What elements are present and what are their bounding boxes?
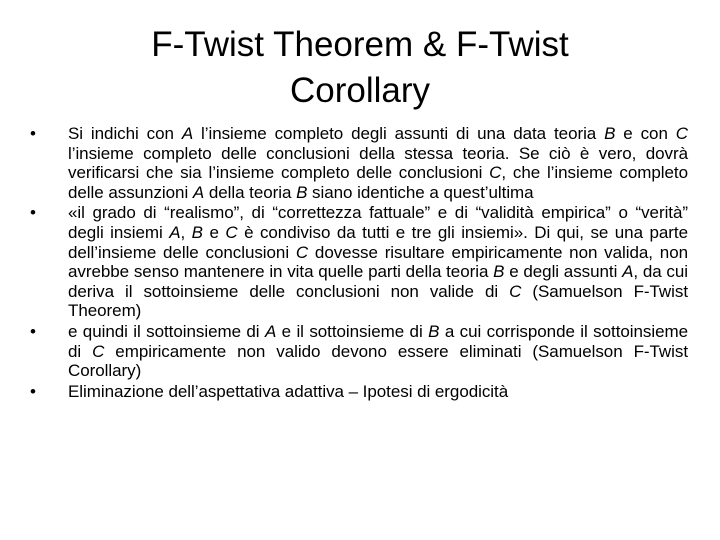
bullet-dot-icon: •: [30, 321, 36, 341]
title-line-2: Corollary: [289, 71, 431, 110]
bullet-text: «il grado di “realismo”, di “correttezza fattuale” e di “validità empirica” o “verità” degli insiemi A, B e C è condiviso da tutti e tre gli insiemi». Di qui, se una parte dell’insieme delle conclusioni C dovesse risultare empiricamente non valida, non avrebbe senso mantenere in vita quelle parti della teoria B e degli assunti A, da cui deriva il sottoinsieme delle conclusioni non valide di C (Samuelson F-Twist Theorem): [68, 203, 689, 321]
slide-title: [60, 22, 660, 114]
bullet-item: [30, 203, 688, 321]
bullet-item: [30, 322, 688, 381]
bullet-text: e quindi il sottoinsieme di A e il sottoinsieme di B a cui corrisponde il sottoinsieme di C empiricamente non valido devono essere eliminati (Samuelson F-Twist Corollary): [68, 321, 688, 381]
bullet-item: [30, 124, 688, 202]
bullet-text: Eliminazione dell’aspettativa adattiva – Ipotesi di ergodicità: [68, 381, 509, 401]
bullet-dot-icon: •: [30, 381, 36, 401]
bullet-text: Si indichi con A l’insieme completo degli assunti di una data teoria B e con C l’insieme completo delle conclusioni della stessa teoria. Se ciò è vero, dovrà verificarsi che sia l’insieme completo delle conclusioni C, che l’insieme completo delle assunzioni A della teoria B siano identiche a quest’ultima: [68, 124, 688, 202]
bullet-dot-icon: •: [30, 203, 36, 223]
bullet-item: [30, 382, 688, 402]
bullet-list: [30, 124, 688, 401]
title-line-1: F-Twist Theorem & F-Twist: [151, 25, 569, 64]
bullet-dot-icon: •: [30, 124, 36, 143]
